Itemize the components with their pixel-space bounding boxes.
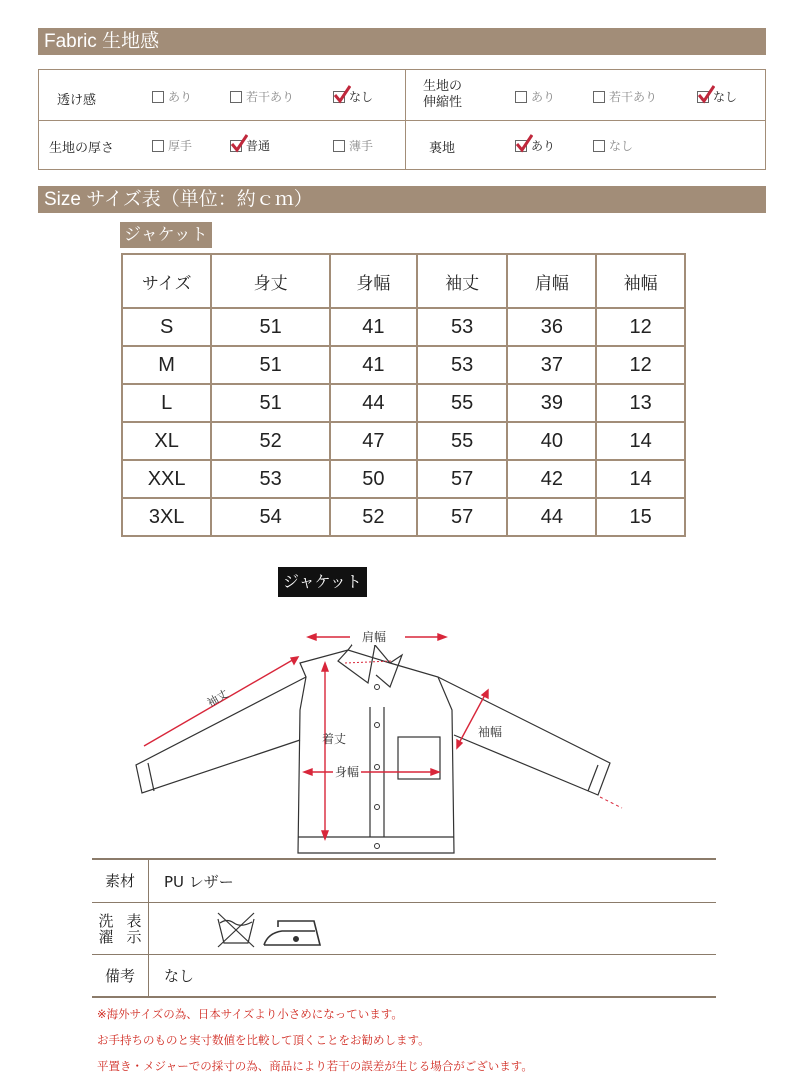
checked-checkbox-icon [515, 140, 527, 152]
table-cell: 55 [417, 384, 508, 422]
table-cell: 50 [330, 460, 417, 498]
table-cell: 3XL [122, 498, 211, 536]
table-cell: XL [122, 422, 211, 460]
table-cell: 40 [507, 422, 596, 460]
checked-checkbox-icon [697, 91, 709, 103]
sleeve-length-label: 袖丈 [205, 687, 231, 710]
table-row [122, 460, 685, 498]
table-cell: 51 [211, 308, 330, 346]
table-cell: 53 [211, 460, 330, 498]
checkbox-icon [515, 91, 527, 103]
table-cell: 47 [330, 422, 417, 460]
thickness-option: 普通 [230, 137, 270, 154]
remarks-value: なし [164, 967, 195, 985]
iron-icon [264, 921, 320, 945]
note-line: 平置き・メジャーでの採寸の為、商品により若干の誤差が生じる場合がございます。 [97, 1059, 533, 1073]
length-label: 着丈 [322, 732, 347, 746]
table-cell: L [122, 384, 211, 422]
transparency-option: 若干あり [230, 88, 294, 105]
remarks-row [92, 954, 716, 998]
checked-checkbox-icon [333, 91, 345, 103]
checkbox-icon [333, 140, 345, 152]
table-cell: XXL [122, 460, 211, 498]
table-header: 身丈 [211, 254, 330, 308]
table-cell: 14 [596, 422, 685, 460]
table-header: 身幅 [330, 254, 417, 308]
table-cell: 44 [330, 384, 417, 422]
table-cell: 14 [596, 460, 685, 498]
lining-label: 裏地 [429, 141, 456, 156]
lining-option: あり [515, 137, 555, 154]
button-icons [375, 685, 380, 849]
stretch-option: あり [515, 88, 555, 105]
divider [39, 120, 765, 121]
table-cell: 52 [330, 498, 417, 536]
care-icons [216, 909, 326, 949]
no-wash-icon [218, 913, 254, 947]
table-cell: S [122, 308, 211, 346]
lining-option: なし [593, 137, 633, 154]
table-row [122, 346, 685, 384]
table-header: 袖幅 [596, 254, 685, 308]
size-heading: Size サイズ表（単位：約ｃｍ） [38, 186, 766, 213]
material-value: PU レザー [164, 872, 234, 891]
table-cell: 54 [211, 498, 330, 536]
stretch-label: 生地の 伸縮性 [423, 79, 463, 110]
jacket-diagram [120, 615, 640, 860]
stretch-option: なし [697, 88, 737, 105]
table-cell: 57 [417, 498, 508, 536]
diagram-tag: ジャケット [278, 567, 367, 597]
table-header: 袖丈 [417, 254, 508, 308]
checkbox-icon [593, 91, 605, 103]
stretch-option: 若干あり [593, 88, 657, 105]
thickness-label: 生地の厚さ [49, 141, 115, 156]
checkbox-icon [230, 91, 242, 103]
table-cell: 53 [417, 346, 508, 384]
checkbox-icon [593, 140, 605, 152]
table-row [122, 308, 685, 346]
wash-label: 洗濯 表示 [92, 903, 149, 954]
table-cell: 41 [330, 346, 417, 384]
info-table [92, 858, 716, 998]
note-line: お手持ちのものと実寸数値を比較して頂くことをお勧めします。 [97, 1033, 430, 1047]
material-label: 素材 [92, 860, 149, 902]
checkbox-icon [152, 140, 164, 152]
table-cell: 51 [211, 346, 330, 384]
transparency-option: なし [333, 88, 373, 105]
table-cell: 53 [417, 308, 508, 346]
remarks-label: 備考 [92, 955, 149, 996]
table-cell: 51 [211, 384, 330, 422]
jacket-outline [136, 637, 610, 853]
transparency-option: あり [152, 88, 192, 105]
table-cell: 36 [507, 308, 596, 346]
sleeve-width-label: 袖幅 [478, 725, 503, 739]
table-cell: 44 [507, 498, 596, 536]
width-label: 身幅 [335, 765, 360, 779]
checked-checkbox-icon [230, 140, 242, 152]
table-cell: 13 [596, 384, 685, 422]
table-cell: 41 [330, 308, 417, 346]
jacket-subheading: ジャケット [120, 222, 212, 248]
table-cell: 57 [417, 460, 508, 498]
table-row [122, 498, 685, 536]
table-header-row [122, 254, 685, 308]
material-row [92, 858, 716, 902]
table-row [122, 422, 685, 460]
note-line: ※海外サイズの為、日本サイズより小さめになっています。 [97, 1007, 403, 1021]
shoulder-label: 肩幅 [361, 630, 387, 644]
table-cell: 42 [507, 460, 596, 498]
wash-row [92, 902, 716, 954]
table-header: サイズ [122, 254, 211, 308]
table-header: 肩幅 [507, 254, 596, 308]
table-cell: 39 [507, 384, 596, 422]
checkbox-icon [152, 91, 164, 103]
fabric-table [38, 69, 766, 170]
table-cell: M [122, 346, 211, 384]
table-cell: 55 [417, 422, 508, 460]
fabric-heading: Fabric 生地感 [38, 28, 766, 55]
thickness-option: 薄手 [333, 137, 373, 154]
table-row [122, 384, 685, 422]
size-table [121, 253, 686, 537]
table-cell: 12 [596, 308, 685, 346]
table-cell: 37 [507, 346, 596, 384]
table-cell: 15 [596, 498, 685, 536]
divider [405, 70, 406, 169]
table-cell: 12 [596, 346, 685, 384]
thickness-option: 厚手 [152, 137, 192, 154]
table-cell: 52 [211, 422, 330, 460]
transparency-label: 透け感 [57, 93, 97, 108]
